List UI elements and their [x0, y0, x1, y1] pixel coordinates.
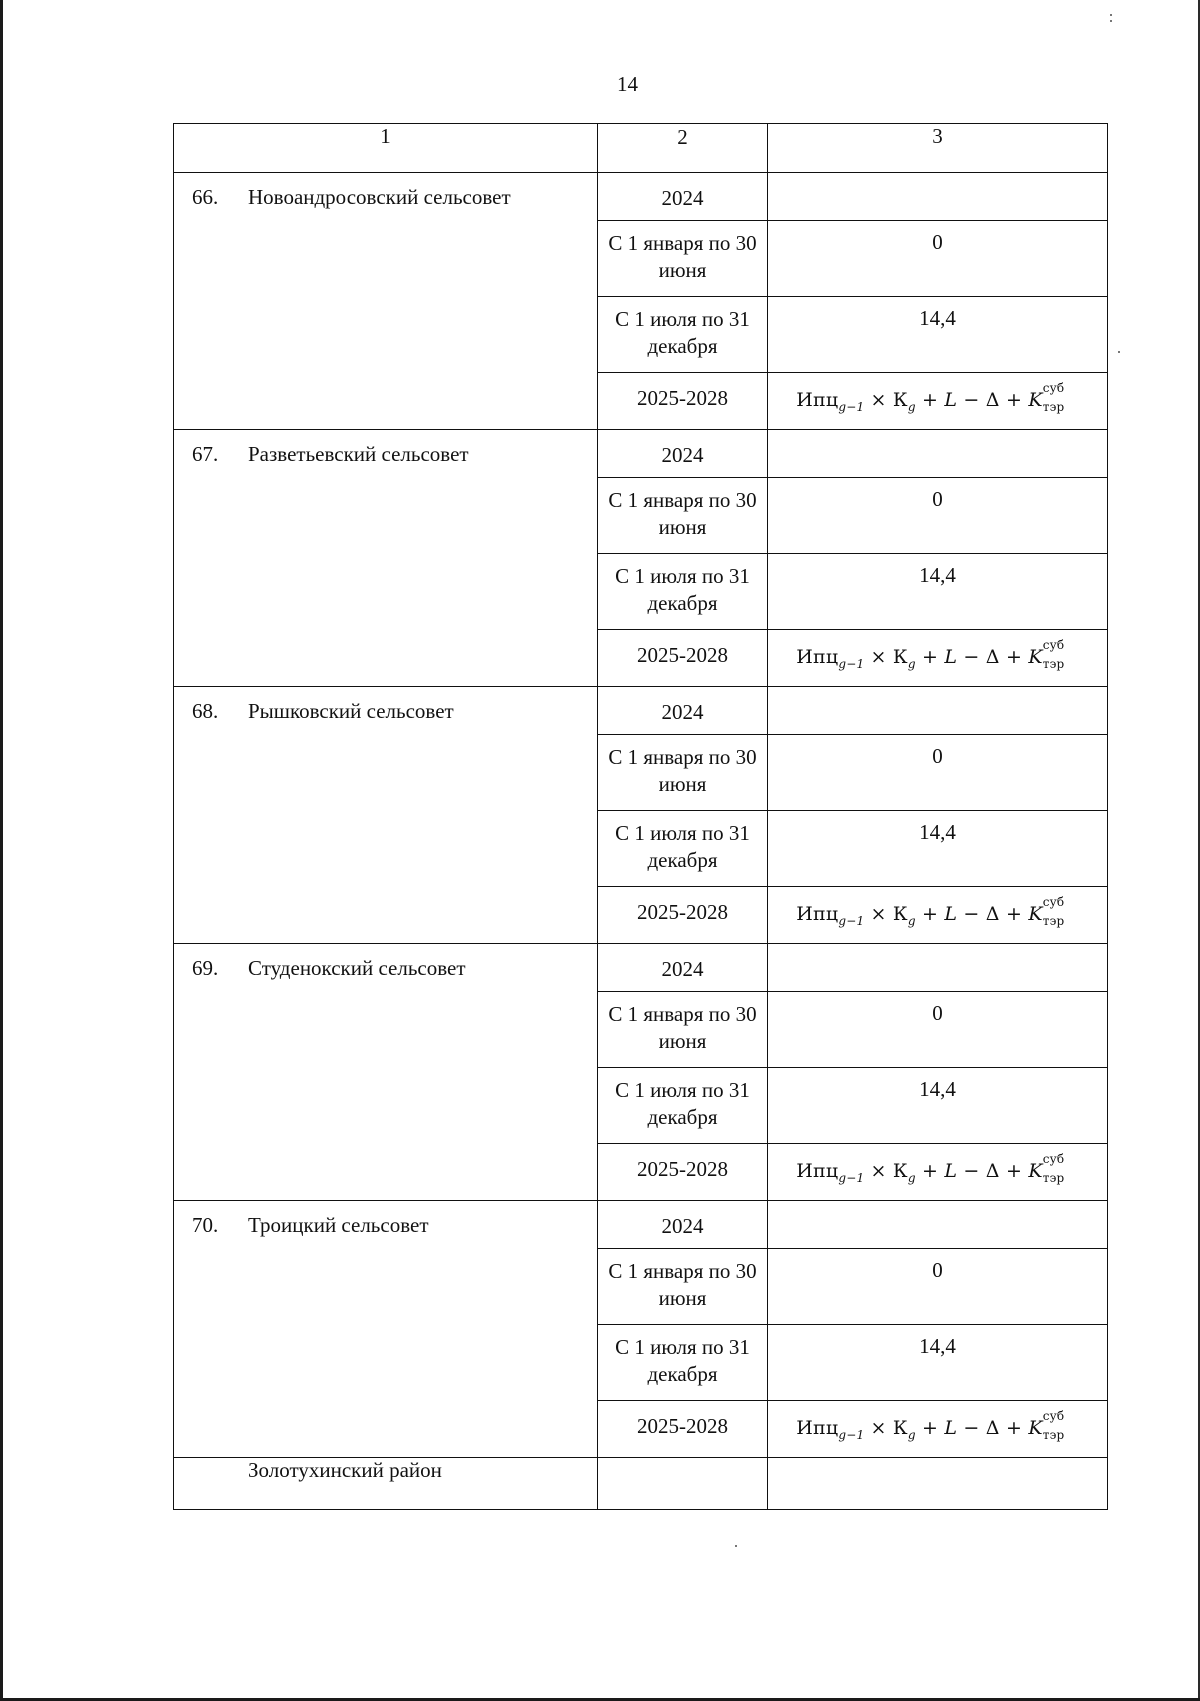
scan-speck: [1118, 351, 1120, 353]
formula-k2-indices: [1042, 381, 1079, 414]
formula-plus: +: [921, 1160, 939, 1182]
formula-l: L: [944, 646, 958, 668]
period-cell: С 1 января по 30 июня: [598, 221, 768, 297]
formula-l: L: [944, 389, 958, 411]
header-cell-3: 3: [768, 124, 1108, 173]
settlement-number: 69.: [192, 956, 219, 980]
value-cell: 14,4: [768, 554, 1108, 630]
formula-k2: K: [1028, 903, 1043, 925]
settlement-name: Новоандросовский сельсовет: [248, 185, 511, 209]
value-cell: 0: [768, 1249, 1108, 1325]
page-number: 14: [617, 72, 638, 96]
value-cell: [768, 630, 1108, 687]
formula-delta: Δ: [985, 1160, 1000, 1182]
settlement-name: Троицкий сельсовет: [248, 1213, 429, 1237]
formula-times: ×: [870, 1160, 887, 1182]
formula-k2-sup: суб: [1042, 381, 1065, 395]
scan-speck: [735, 1545, 737, 1547]
formula-k2: K: [1028, 646, 1043, 668]
period-cell: 2024: [598, 944, 768, 992]
formula-delta: Δ: [985, 389, 1000, 411]
tariff-formula: [796, 895, 1079, 928]
period-cell: С 1 января по 30 июня: [598, 1249, 768, 1325]
period-cell: 2024: [598, 687, 768, 735]
formula-minus: −: [963, 903, 980, 925]
value-cell: [768, 1144, 1108, 1201]
period-cell: С 1 июля по 31 декабря: [598, 297, 768, 373]
formula-times: ×: [870, 1417, 887, 1439]
formula-plus: +: [1005, 903, 1023, 925]
scan-edge-left: [0, 0, 3, 1701]
formula-k2-indices: [1042, 895, 1079, 928]
formula-plus: +: [921, 1417, 939, 1439]
table-row: [174, 1201, 1108, 1249]
formula-base-sub: g−1: [838, 400, 865, 414]
tariff-formula: [796, 1409, 1079, 1442]
formula-k2-indices: [1042, 1409, 1079, 1442]
formula-plus: +: [1005, 646, 1023, 668]
formula-plus: +: [921, 903, 939, 925]
value-cell: 0: [768, 478, 1108, 554]
period-cell: 2025-2028: [598, 1401, 768, 1458]
value-cell: [768, 887, 1108, 944]
formula-k2-sub: тэр: [1042, 1428, 1065, 1442]
table-header-row: [174, 124, 1108, 173]
value-cell: 0: [768, 735, 1108, 811]
formula-base: Ипц: [796, 1417, 839, 1439]
period-cell: С 1 января по 30 июня: [598, 735, 768, 811]
settlement-cell: [174, 173, 598, 430]
formula-minus: −: [963, 389, 980, 411]
tariff-formula: [796, 638, 1079, 671]
formula-k2-sup: суб: [1042, 1409, 1065, 1423]
formula-k2-sub: тэр: [1042, 400, 1065, 414]
scan-speck: [1110, 14, 1112, 16]
period-cell: 2025-2028: [598, 887, 768, 944]
formula-times: ×: [870, 389, 887, 411]
formula-k2-sub: тэр: [1042, 1171, 1065, 1185]
formula-k2-sup: суб: [1042, 638, 1065, 652]
scan-speck: [1110, 20, 1112, 22]
settlement-cell: [174, 430, 598, 687]
value-cell: [768, 1401, 1108, 1458]
tariff-table-body: [174, 124, 1108, 1510]
settlement-name: Разветьевский сельсовет: [248, 442, 469, 466]
formula-base: Ипц: [796, 389, 839, 411]
formula-base-sub: g−1: [838, 657, 865, 671]
formula-k: К: [892, 389, 908, 411]
value-cell: [768, 373, 1108, 430]
value-cell: [768, 173, 1108, 221]
tariff-formula: [796, 381, 1079, 414]
formula-k: К: [892, 1417, 908, 1439]
settlement-name: Рышковский сельсовет: [248, 699, 454, 723]
formula-base: Ипц: [796, 903, 839, 925]
formula-base-sub: g−1: [838, 1171, 865, 1185]
header-cell-1: 1: [174, 124, 598, 173]
formula-l: L: [944, 1417, 958, 1439]
formula-plus: +: [1005, 389, 1023, 411]
settlement-number: 66.: [192, 185, 219, 209]
settlement-number: 68.: [192, 699, 219, 723]
table-row: [174, 687, 1108, 735]
formula-delta: Δ: [985, 903, 1000, 925]
formula-k2-indices: [1042, 1152, 1079, 1185]
settlement-cell: [174, 687, 598, 944]
settlement-name: Студенокский сельсовет: [248, 956, 466, 980]
value-cell: 0: [768, 992, 1108, 1068]
value-cell: 0: [768, 221, 1108, 297]
period-cell: 2025-2028: [598, 630, 768, 687]
period-cell: 2024: [598, 430, 768, 478]
value-cell: 14,4: [768, 811, 1108, 887]
tariff-formula: [796, 1152, 1079, 1185]
header-cell-2: 2: [598, 124, 768, 173]
period-cell: 2025-2028: [598, 1144, 768, 1201]
formula-k-sub: g: [907, 914, 916, 928]
district-value-cell: [768, 1458, 1108, 1510]
period-cell: С 1 июля по 31 декабря: [598, 1068, 768, 1144]
value-cell: 14,4: [768, 297, 1108, 373]
formula-k-sub: g: [907, 400, 916, 414]
district-name: Золотухинский район: [174, 1458, 598, 1510]
period-cell: С 1 июля по 31 декабря: [598, 554, 768, 630]
formula-k2-sub: тэр: [1042, 914, 1065, 928]
formula-k-sub: g: [907, 1428, 916, 1442]
formula-base-sub: g−1: [838, 914, 865, 928]
settlement-number: 67.: [192, 442, 219, 466]
formula-k: К: [892, 903, 908, 925]
period-cell: 2024: [598, 173, 768, 221]
period-cell: 2025-2028: [598, 373, 768, 430]
formula-base-sub: g−1: [838, 1428, 865, 1442]
table-row: [174, 944, 1108, 992]
formula-minus: −: [963, 1160, 980, 1182]
value-cell: [768, 687, 1108, 735]
formula-k2: K: [1028, 1417, 1043, 1439]
formula-k2-sup: суб: [1042, 895, 1065, 909]
value-cell: 14,4: [768, 1068, 1108, 1144]
formula-k: К: [892, 1160, 908, 1182]
period-cell: 2024: [598, 1201, 768, 1249]
settlement-cell: [174, 944, 598, 1201]
formula-k2-sub: тэр: [1042, 657, 1065, 671]
formula-base: Ипц: [796, 1160, 839, 1182]
period-cell: С 1 июля по 31 декабря: [598, 811, 768, 887]
formula-k: К: [892, 646, 908, 668]
formula-delta: Δ: [985, 1417, 1000, 1439]
formula-minus: −: [963, 646, 980, 668]
formula-k-sub: g: [907, 1171, 916, 1185]
formula-l: L: [944, 1160, 958, 1182]
formula-plus: +: [921, 646, 939, 668]
formula-k-sub: g: [907, 657, 916, 671]
settlement-cell: [174, 1201, 598, 1458]
formula-times: ×: [870, 903, 887, 925]
value-cell: [768, 1201, 1108, 1249]
formula-k2: K: [1028, 1160, 1043, 1182]
formula-k2-sup: суб: [1042, 1152, 1065, 1166]
table-row: [174, 173, 1108, 221]
district-period-cell: [598, 1458, 768, 1510]
formula-l: L: [944, 903, 958, 925]
settlement-number: 70.: [192, 1213, 219, 1237]
formula-plus: +: [921, 389, 939, 411]
formula-delta: Δ: [985, 646, 1000, 668]
value-cell: 14,4: [768, 1325, 1108, 1401]
tariff-table: [173, 123, 1108, 1510]
formula-minus: −: [963, 1417, 980, 1439]
value-cell: [768, 944, 1108, 992]
formula-plus: +: [1005, 1160, 1023, 1182]
value-cell: [768, 430, 1108, 478]
formula-times: ×: [870, 646, 887, 668]
period-cell: С 1 января по 30 июня: [598, 992, 768, 1068]
formula-base: Ипц: [796, 646, 839, 668]
formula-k2-indices: [1042, 638, 1079, 671]
formula-plus: +: [1005, 1417, 1023, 1439]
formula-k2: K: [1028, 389, 1043, 411]
period-cell: С 1 июля по 31 декабря: [598, 1325, 768, 1401]
period-cell: С 1 января по 30 июня: [598, 478, 768, 554]
district-row: [174, 1458, 1108, 1510]
table-row: [174, 430, 1108, 478]
